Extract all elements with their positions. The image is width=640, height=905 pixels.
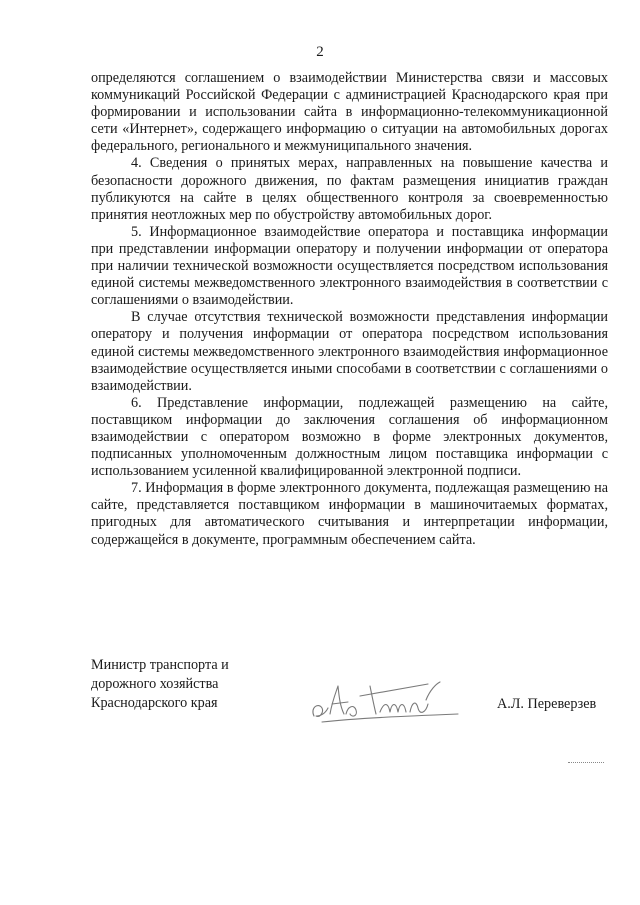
paragraph-item-6: 6. Представление информации, подлежащей размещению на сайте, поставщиком информации до заключения соглашения об информационном взаимодействии с оператором возможно в форме электронных документов, подписанных уполномоченным должностным лицом поставщика информации с использованием усиленной квалифицированной электронной подписи. [91, 394, 608, 480]
paragraph-item-5: 5. Информационное взаимодействие оператора и поставщика информации при представлении информации оператору и получении информации от оператора при наличии технической возможности осуществляется посредством использования единой системы межведомственного электронного взаимодействия в соответствии с соглашениями о взаимодействии. [91, 223, 608, 309]
signatory-position-line: Министр транспорта и [91, 657, 229, 673]
paragraph-item-4: 4. Сведения о принятых мерах, направленных на повышение качества и безопасности дорожного движения, по фактам размещения инициатив граждан публикуются на сайте в целях общественного контроля за своевременностью принятия неотложных мер по обустройству автомобильных дорог. [91, 155, 608, 223]
paragraph-item-5-continued: В случае отсутствия технической возможности представления информации оператору и получения информации от оператора посредством использования единой системы межведомственного электронного взаимодействия информационное взаимодействие осуществляется иными способами в соответствии с соглашениями о взаимодействии. [91, 309, 608, 394]
margin-mark [568, 762, 604, 763]
handwritten-signature [308, 672, 468, 726]
signatory-name: А.Л. Переверзев [497, 696, 597, 712]
paragraph-item-7: 7. Информация в форме электронного документа, подлежащая размещению на сайте, представляется поставщиком информации в машиночитаемых форматах, пригодных для автоматического считывания и интерпретации информации, содержащейся в документе, программным обеспечением сайта. [91, 480, 608, 548]
page-number: 2 [316, 44, 324, 60]
signatory-position-line: дорожного хозяйства [91, 676, 219, 692]
signatory-position [91, 656, 229, 713]
document-body [91, 70, 608, 549]
paragraph-continuation: определяются соглашением о взаимодействии Министерства связи и массовых коммуникаций Российской Федерации с администрацией Краснодарского края при формировании и использовании сайта в информационно-телекоммуникационной сети «Интернет», содержащего информацию о ситуации на автомобильных дорогах федерального, регионального и межмуниципального значения. [91, 70, 608, 155]
signatory-position-line: Краснодарского края [91, 695, 218, 711]
